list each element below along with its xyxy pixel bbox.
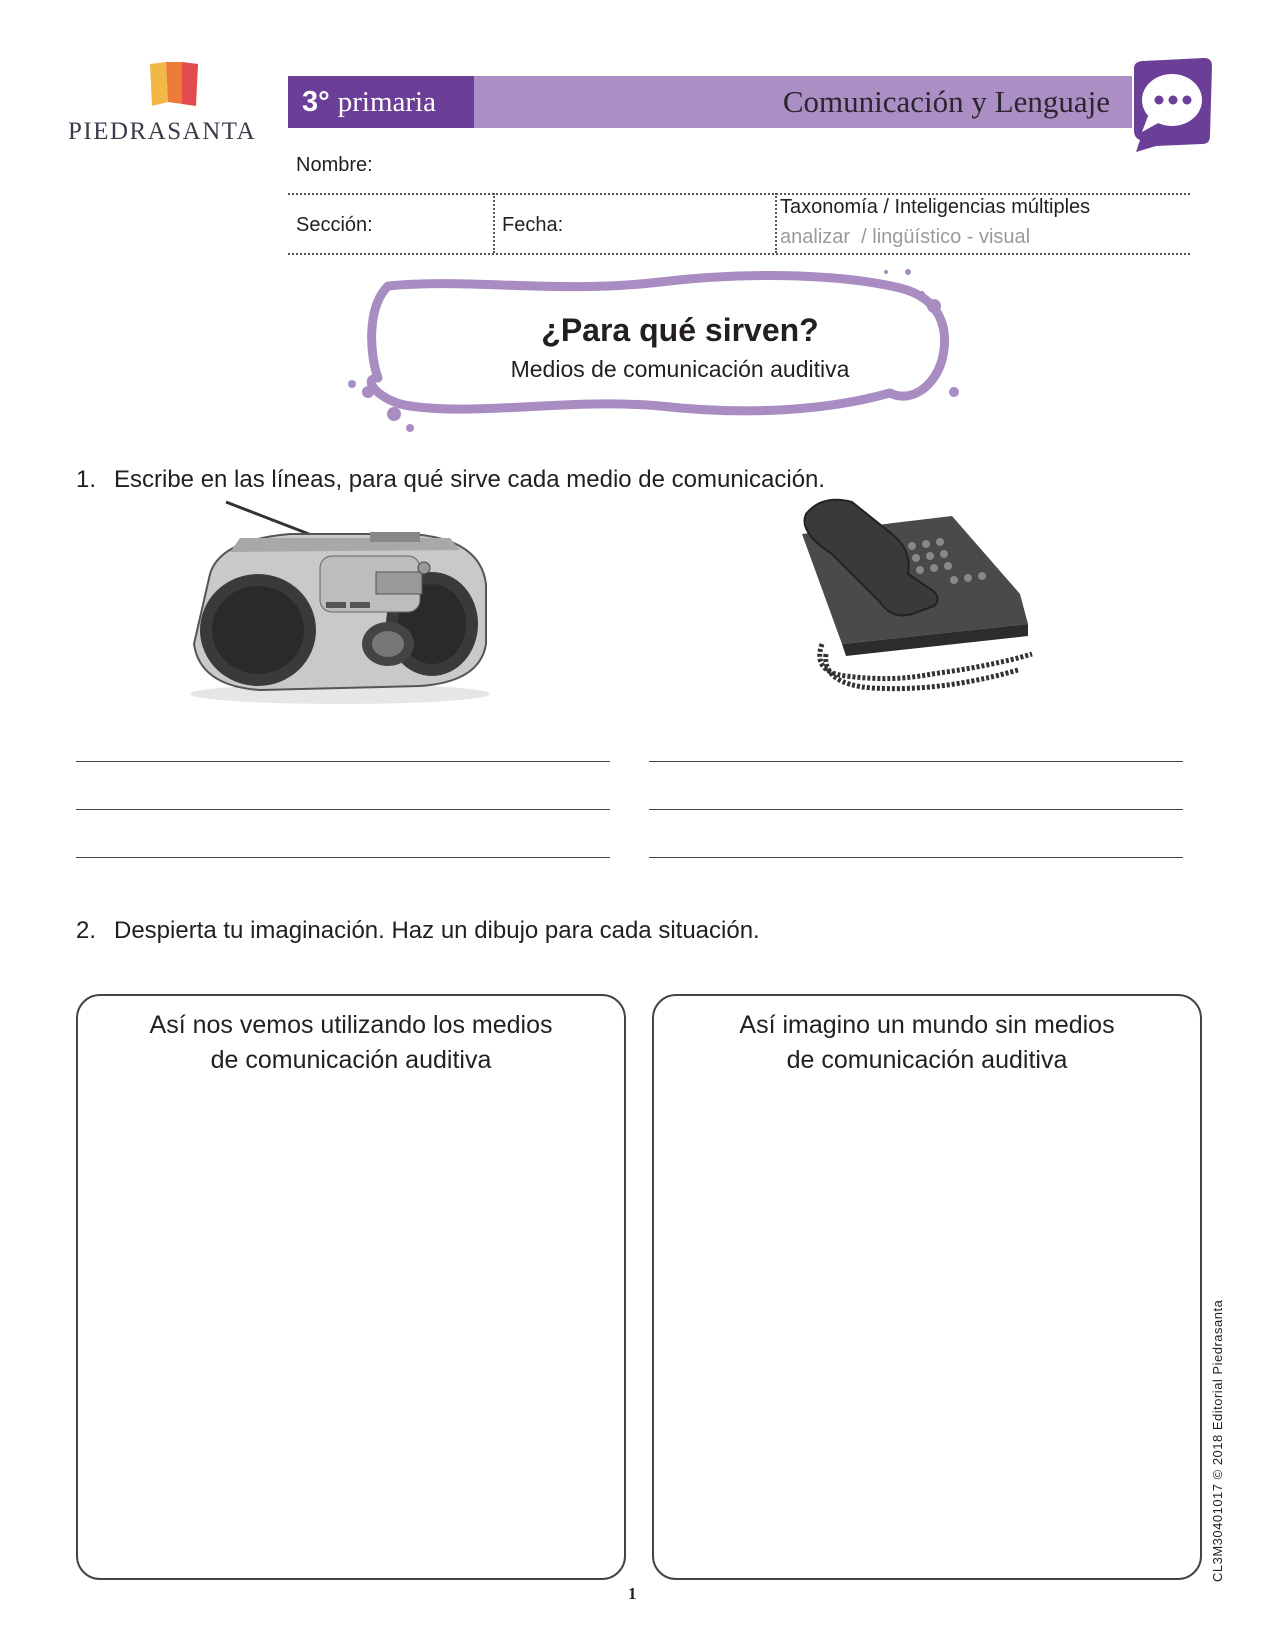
drawing-box-caption [78,1008,624,1078]
answer-line[interactable] [649,857,1183,858]
brand-name: PIEDRASANTA [68,118,257,145]
caption-line: Así imagino un mundo sin medios [739,1011,1115,1039]
page-number: 1 [628,1584,637,1603]
telephone-icon [782,494,1050,700]
answer-line[interactable] [649,809,1183,810]
page-title: ¿Para qué sirven? [541,312,819,348]
book-logo-icon [148,60,202,110]
taxonomy-title: Taxonomía / Inteligencias múltiples [780,196,1091,218]
drawing-box-without-media[interactable] [652,994,1202,1580]
radio-icon [180,494,500,710]
grade-word: primaria [337,85,436,118]
taxonomy-values: analizar / lingüístico - visual [780,226,1031,248]
subject-title: Comunicación y Lenguaje [474,76,1132,128]
drawing-box-with-media[interactable] [76,994,626,1580]
exercise-text: Escribe en las líneas, para qué sirve cada medio de comunicación. [114,466,826,493]
form-divider [493,193,495,253]
speech-bubble-icon [1128,58,1214,152]
form-divider [288,253,1190,255]
title-cloud-frame [330,268,990,438]
copyright-code: CL3M30401017 © 2018 Editorial Piedrasanta [1210,1299,1225,1582]
exercise-1-instruction [76,466,825,494]
exercise-2-instruction [76,917,760,945]
exercise-text: Despierta tu imaginación. Haz un dibujo para cada situación. [114,917,760,944]
page-subtitle: Medios de comunicación auditiva [510,356,850,382]
form-divider [775,193,777,253]
brand-logo [68,60,268,150]
form-divider [288,193,1190,195]
answer-line[interactable] [76,761,610,762]
name-label: Nombre: [296,154,373,176]
date-label: Fecha: [502,214,564,236]
grade-number: 3° [302,85,330,118]
caption-line: de comunicación auditiva [786,1046,1068,1074]
grade-label [288,76,474,128]
caption-line: Así nos vemos utilizando los medios [149,1011,553,1039]
exercise-number: 1. [76,466,97,493]
answer-line[interactable] [76,809,610,810]
drawing-box-caption [654,1008,1200,1078]
exercise-number: 2. [76,917,97,944]
answer-line[interactable] [649,761,1183,762]
caption-line: de comunicación auditiva [210,1046,492,1074]
answer-line[interactable] [76,857,610,858]
section-label: Sección: [296,214,373,236]
